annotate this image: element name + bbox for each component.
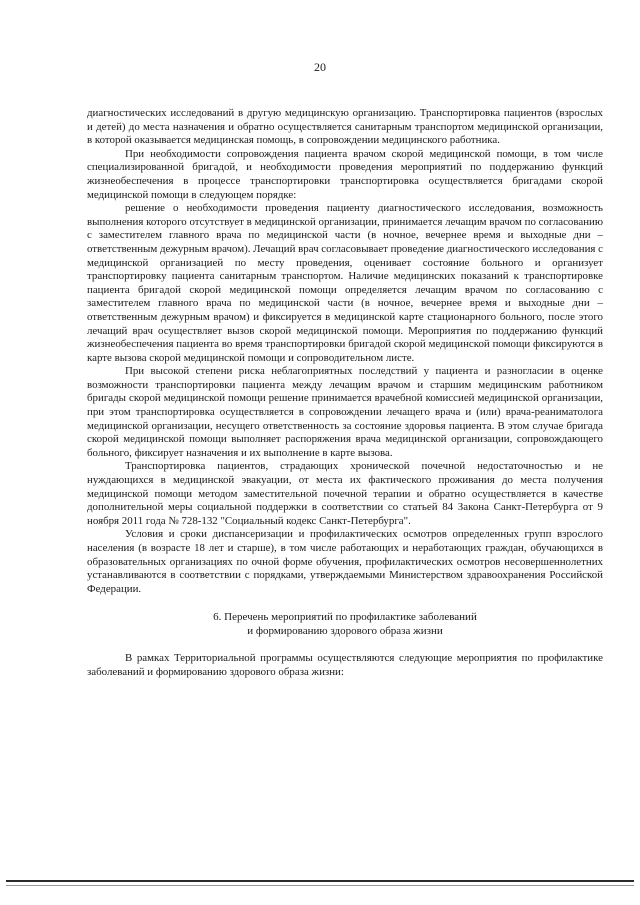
section-heading-line-1: 6. Перечень мероприятий по профилактике заболеваний [213, 611, 477, 624]
spacer [87, 638, 603, 652]
page-number: 20 [314, 60, 326, 74]
paragraph-renal-patients: Транспортировка пациентов, страдающих хронической почечной недостаточностью и не нуждающихся в медицинской эвакуации, от места их фактического проживания до места получения медицинской помощи методом заместительной почечной терапии и обратно осуществляется в качестве дополнительной меры социальной поддержки в соответствии со статьей 84 Закона Санкт-Петербурга от 9 ноября 2011 года № 728-132 "Социальный кодекс Санкт-Петербурга". [87, 460, 603, 527]
scan-edge-line-shadow [6, 885, 634, 886]
paragraph-dispensary: Условия и сроки диспансеризации и профилактических осмотров определенных групп взрослого населения (в возрасте 18 лет и старше), в том числе работающих и неработающих граждан, обучающихся в образовательных организациях по очной форме обучения, профилактических осмотров несовершеннолетних устанавливаются в соответствии с порядками, утверждаемыми Министерством здравоохранения Российской Федерации. [87, 528, 603, 595]
paragraph-ambulance-escort: При необходимости сопровождения пациента врачом скорой медицинской помощи, в том числе специализированной бригадой, и необходимости проведения мероприятий по поддержанию функций жизнеобеспечения в процессе транспортировки транспортировка осуществляется бригадами скорой медицинской помощи в следующем порядке: [87, 147, 603, 201]
paragraph-diagnostic-decision: решение о необходимости проведения пациенту диагностического исследования, возможность выполнения которого отсутствует в медицинской организации, принимается лечащим врачом по согласованию с заместителем главного врача по медицинской части (в ночное, вечернее время и выходные дни – ответственным дежурным врачом). Лечащий врач согласовывает проведение диагностического исследования с медицинской организацией по месту проведения, оценивает состояние больного и организует транспортировку пациента санитарным транспортом. Наличие медицинских показаний к транспортировке пациента бригадой скорой медицинской помощи определяется лечащим врачом по согласованию с заместителем главного врача по медицинской части (в ночное, вечернее время и выходные дни – ответственным дежурным врачом) и фиксируется в медицинской карте стационарного больного, после этого лечащий врач осуществляет вызов скорой медицинской помощи. Мероприятия по поддержанию функций жизнеобеспечения пациента во время транспортировки бригадой скорой медицинской помощи фиксируются в карте вызова скорой медицинской помощи и сопроводительном листе. [87, 202, 603, 364]
paragraph-prevention-intro: В рамках Территориальной программы осуществляются следующие мероприятия по профилактике заболеваний и формированию здорового образа жизни: [87, 652, 603, 678]
section-heading-line-2: и формированию здорового образа жизни [247, 625, 443, 638]
document-body [87, 107, 603, 680]
spacer [87, 596, 603, 610]
paragraph-high-risk: При высокой степени риска неблагоприятных последствий у пациента и разногласии в оценке возможности транспортировки пациента между лечащим врачом и старшим медицинским работником бригады скорой медицинской помощи решение принимается врачебной комиссией медицинской организации, при этом транспортировка осуществляется в сопровождении лечащего врача и (или) врача-реаниматолога медицинской организации, несущего ответственность за состояние здоровья пациента. В этом случае бригада скорой медицинской помощи выполняет распоряжения врача медицинской организации, сопровождающего больного, фиксирует назначения и их выполнение в карте вызова. [87, 365, 603, 459]
paragraph-transport-continuation: диагностических исследований в другую медицинскую организацию. Транспортировка пациентов (взрослых и детей) до места назначения и обратно осуществляется санитарным транспортом медицинской организации, в которой оказывается медицинская помощь, в сопровождении медицинского работника. [87, 107, 603, 147]
scan-edge-line [6, 880, 634, 882]
